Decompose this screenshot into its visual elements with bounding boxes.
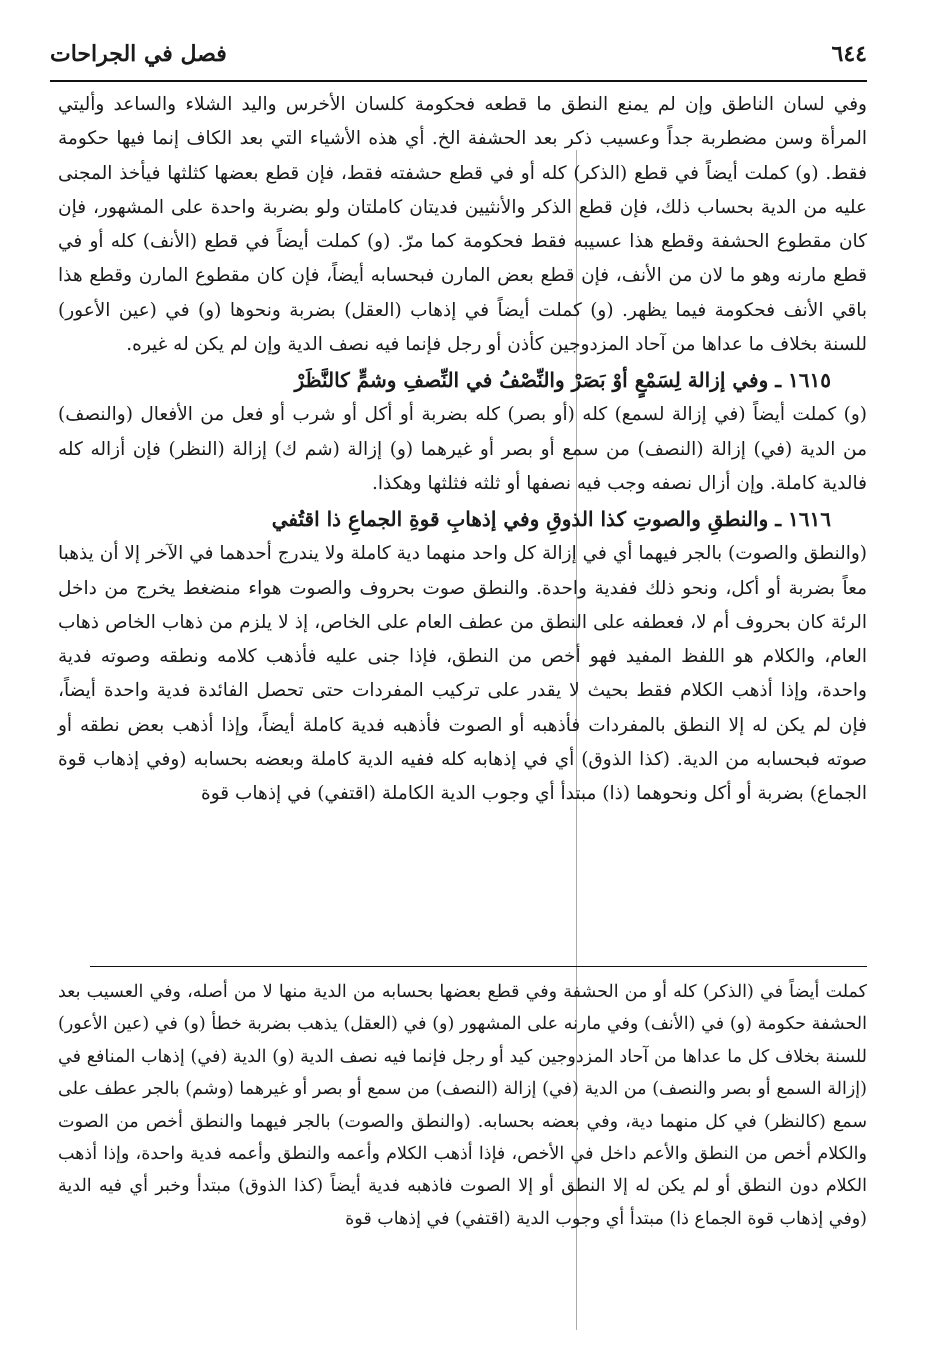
main-text: [58, 88, 867, 812]
footnote-rule: [90, 966, 867, 967]
verse-heading-1616: ١٦١٦ ـ والنطقِ والصوتِ كذا الذوقِ وفي إذهابِ قوةِ الجماعِ ذا اقتُفي: [271, 507, 831, 532]
page-number: ٦٤٤: [831, 41, 867, 67]
commentary-1616: (والنطق والصوت) بالجر فيهما أي في إزالة كل واحد منهما دية كاملة ولا يندرج أحدهما في الآخر إلا أن يذهبا معاً بضربة أو أكل، ونحو ذلك ففدية واحدة. والنطق صوت بحروف والصوت هواء منضغط يخرج من داخل الرئة كان بحروف أم لا، فعطفه على النطق من عطف العام على الخاص، إذ لا يلزم من ذهاب الخاص ذهاب العام، والكلام هو اللفظ المفيد فهو أخص من النطق، فإذا جنى عليه فأذهب كلامه ونطقه وصوته فدية واحدة، وإذا أذهب الكلام فقط بحيث لا يقدر على تركيب المفردات حتى تحصل الفائدة فدية واحدة أيضاً، فإن لم يكن له إلا النطق بالمفردات فأذهبه أو الصوت فأذهبه فدية كاملة أيضاً، وإذا أذهب بعض نطقه أو صوته فبحسابه من الدية. (كذا الذوق) أي في إذهابه كله ففيه الدية كاملة وبعضه بحسابه (وفي إذهاب قوة الجماع) بضربة أو أكل ونحوهما (ذا) مبتدأ أي وجوب الدية الكاملة (اقتفي) في إذهاب قوة: [58, 543, 867, 805]
verse-heading-1615: ١٦١٥ ـ وفي إزالة لِسَمْعٍ أوْ بَصَرْ والنِّصْفُ في النِّصفِ وشمٍّ كالنَّظَرْ: [294, 368, 831, 393]
page-header: [50, 34, 867, 74]
footnote: [58, 976, 867, 1235]
intro-paragraph: وفي لسان الناطق وإن لم يمنع النطق ما قطعه فحكومة كلسان الأخرس واليد الشلاء والساعد وأليتي المرأة وسن مضطربة جداً وعسيب ذكر بعد الحشفة الخ. أي هذه الأشياء التي بعد الكاف إنما فيها حكومة فقط. (و) كملت أيضاً في قطع (الذكر) كله أو في قطع حشفته فقط، فإن قطع بعضها كثلثها فيأخذ المجنى عليه من الدية بحساب ذلك، فإن قطع الذكر والأنثيين فديتان كاملتان ولو بضربة واحدة على المشهور، فإن كان مقطوع الحشفة وقطع هذا عسيبه فقط فحكومة كما مرّ. (و) كملت أيضاً في قطع (الأنف) كله أو في قطع مارنه وهو ما لان من الأنف، فإن قطع بعض المارن فبحسابه أيضاً، فإن كان مقطوع المارن وقطع هذا باقي الأنف فحكومة فيما يظهر. (و) كملت أيضاً في إذهاب (العقل) بضربة ونحوها (و) في (عين الأعور) للسنة بخلاف ما عداها من آحاد المزدوجين كأذن أو رجل فإنما فيه نصف الدية وإن لم يكن له غيره.: [58, 94, 867, 356]
header-rule: [50, 80, 867, 82]
running-title: فصل في الجراحات: [50, 41, 227, 67]
commentary-1615: (و) كملت أيضاً (في إزالة لسمع) كله (أو بصر) كله بضربة أو أكل أو شرب أو فعل من الأفعال (والنصف) من الدية (في) إزالة (النصف) من سمع أو بصر أو غيرهما (و) إزالة (شم ك) إزالة (النظر) فإن أزاله كله فالدية كاملة. وإن أزال نصفه وجب فيه نصفها أو ثلثه فثلثها وهكذا.: [58, 404, 867, 494]
footnote-text: كملت أيضاً في (الذكر) كله أو من الحشفة وفي قطع بعضها بحسابه من الدية منها لا من أصله، وفي العسيب بعد الحشفة حكومة (و) في (الأنف) وفي مارنه على المشهور (و) في (العقل) يذهب بضربة خطأ (و) في (عين الأعور) للسنة بخلاف كل ما عداها من آحاد المزدوجين كيد أو رجل فإنما فيه نصف الدية (و) الدية (في) إذهاب المنافع في (إزالة السمع أو بصر والنصف) من الدية (في) إزالة (النصف) من سمع أو بصر أو غيرهما (وشم) بالجر عطف على سمع (كالنظر) في كل منهما دية، وفي بعضه بحسابه. (والنطق والصوت) بالجر فيهما والنطق أخص من الصوت والكلام أخص من النطق والأعم داخل في الأخص، فإذا أذهب الكلام وأعمه والنطق وأعمه فدية واحدة، وإذا أذهب الكلام دون النطق أو لم يكن له إلا النطق أو إلا الصوت فاذهبه فدية أيضاً (كذا الذوق) مبتدأ وخبر أي فيه الدية (وفي إذهاب قوة الجماع ذا) مبتدأ أي وجوب الدية (اقتفي) في إذهاب قوة: [58, 982, 867, 1229]
